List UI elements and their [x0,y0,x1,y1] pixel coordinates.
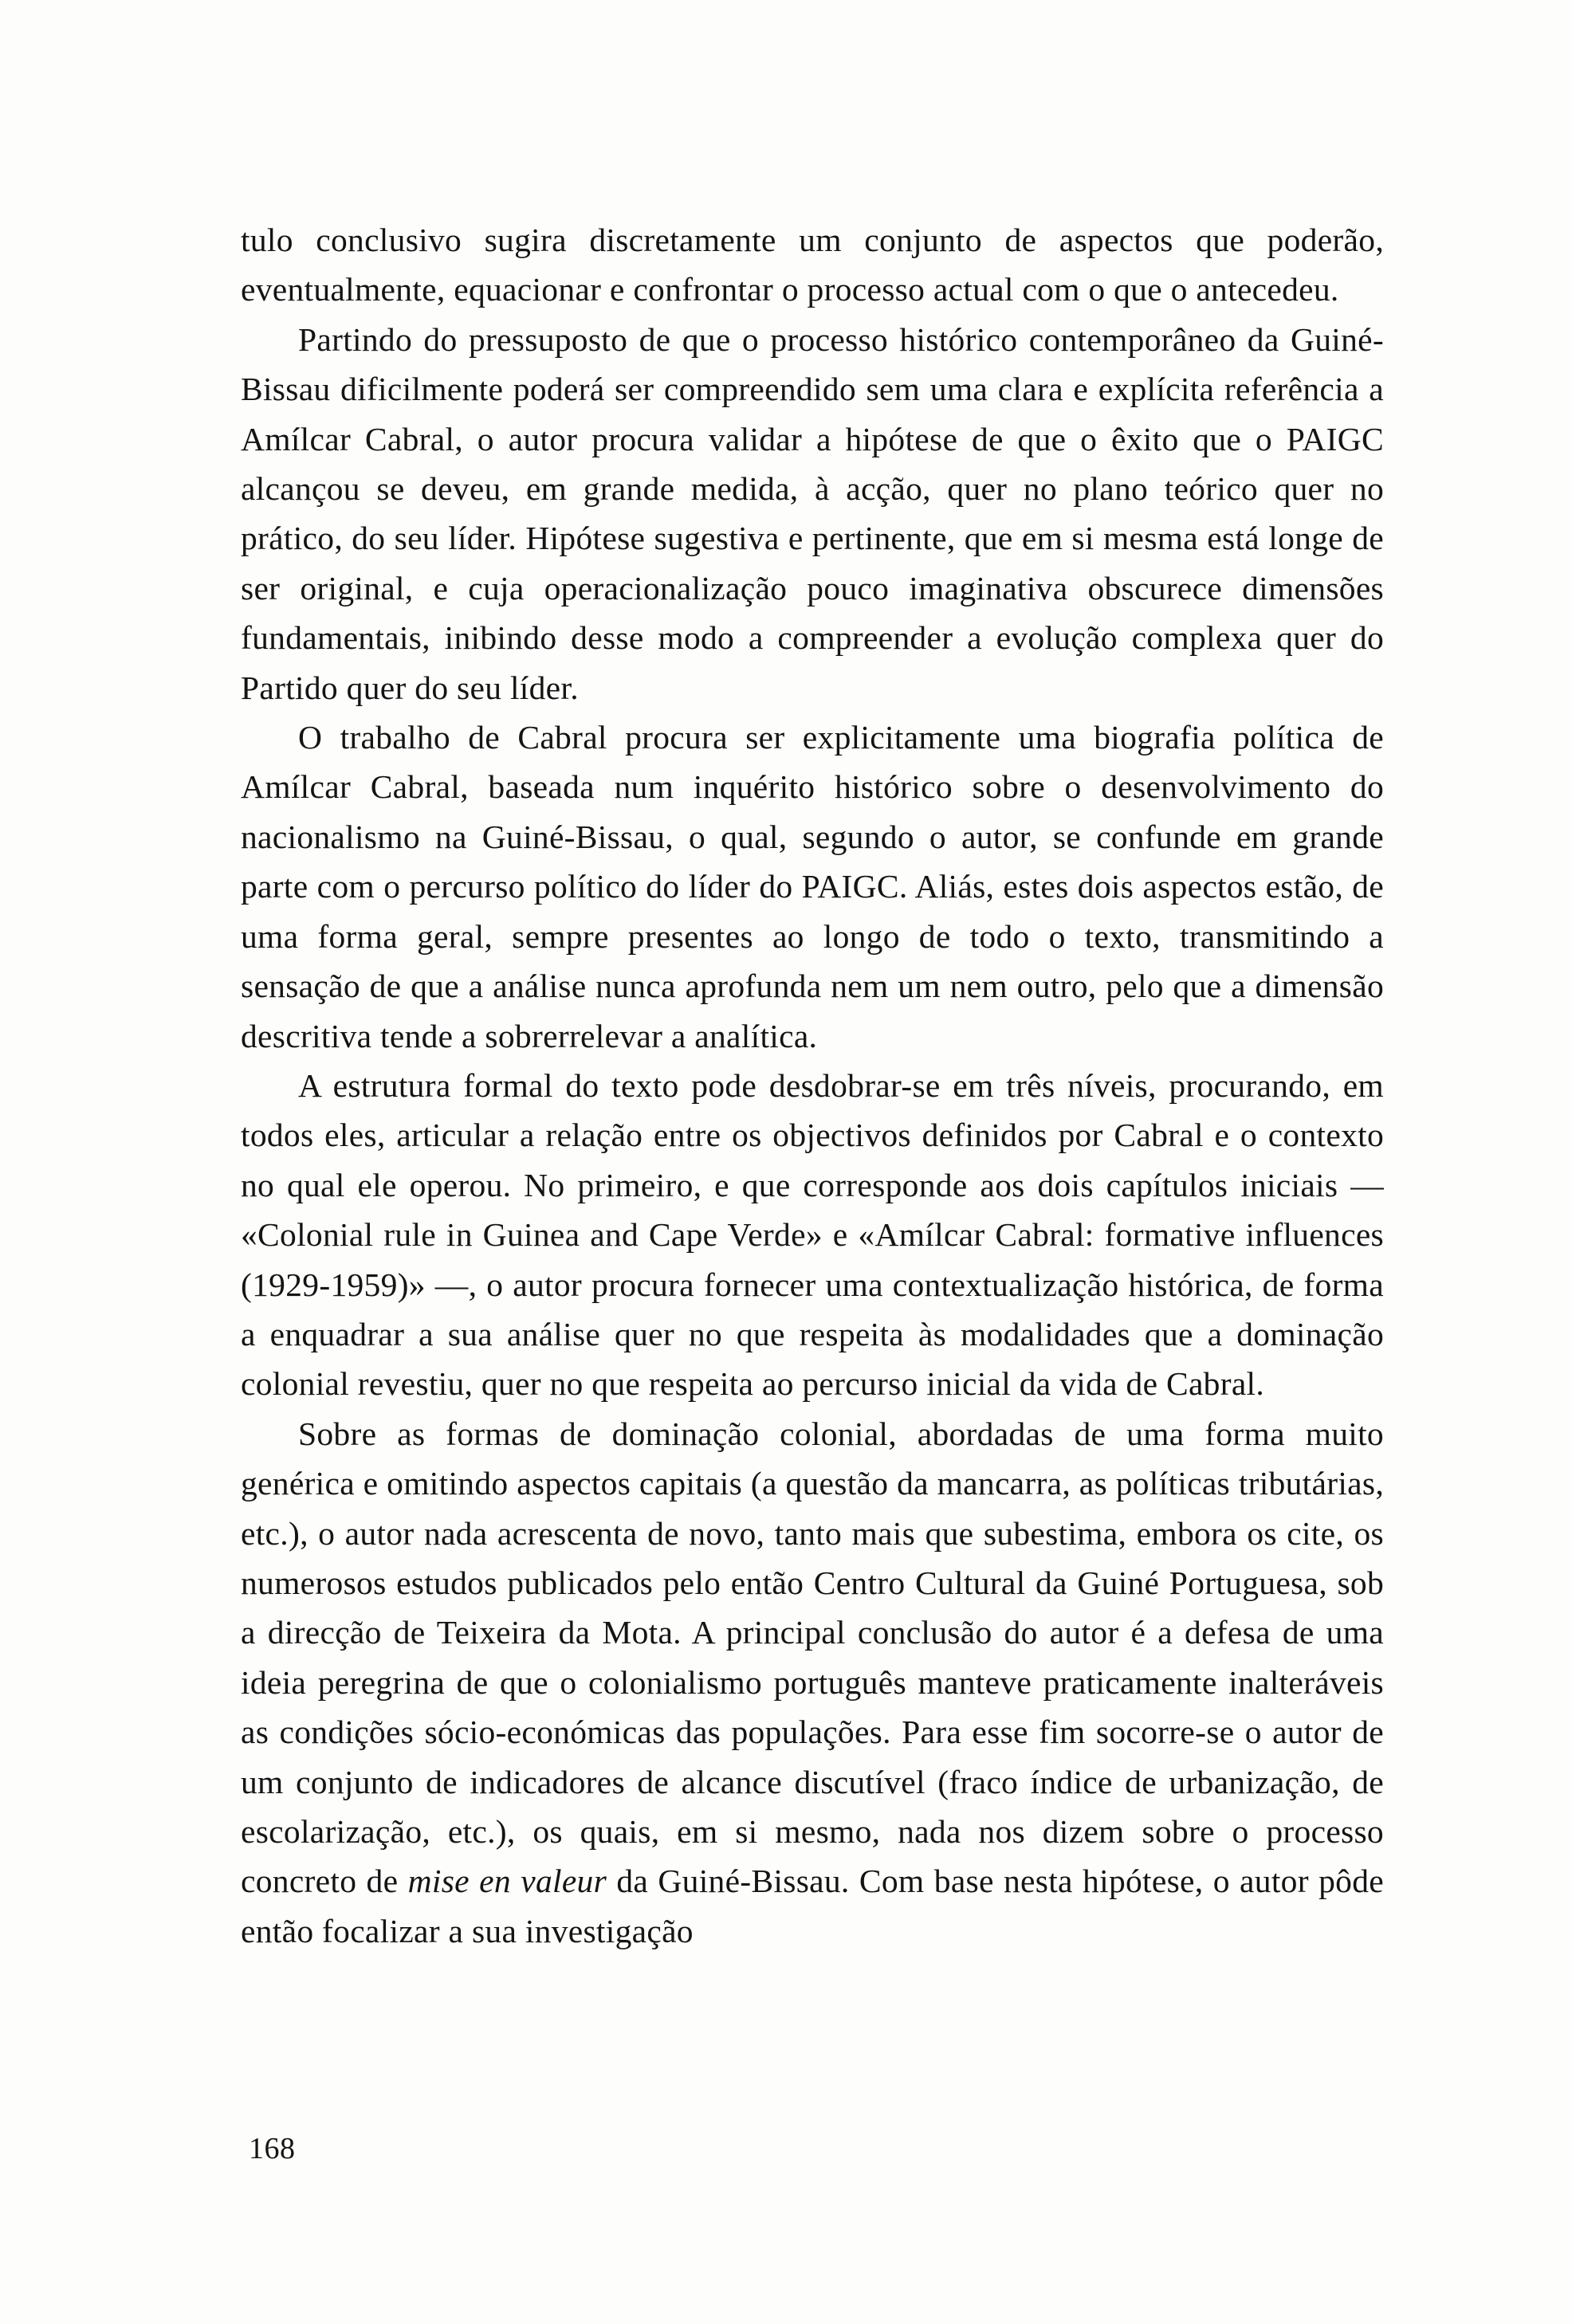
paragraph-2: Partindo do pressuposto de que o processo histórico contemporâneo da Guiné-Bissau dificilmente poderá ser compreendido sem uma clara e explícita referência a Amílcar Cabral, o autor procura validar a hipótese de que o êxito que o PAIGC alcançou se deveu, em grande medida, à acção, quer no plano teórico quer no prático, do seu líder. Hipótese sugestiva e pertinente, que em si mesma está longe de ser original, e cuja operacionalização pouco imaginativa obscurece dimensões fundamentais, inibindo desse modo a compreender a evolução complexa quer do Partido quer do seu líder. [241,320,1384,706]
paragraph-5-text-after: da Guiné-Bissau. Com base nesta hipótese, o autor pôde então focalizar a sua investigação [241,1863,1384,1949]
paragraph-5 [241,1409,1384,1956]
paragraph-1: tulo conclusivo sugira discretamente um conjunto de aspectos que poderão, eventualmente, equacionar e confrontar o processo actual com o que o antecedeu. [241,222,1384,308]
italic-term: mise en valeur [407,1863,607,1900]
paragraph-4: A estrutura formal do texto pode desdobrar-se em três níveis, procurando, em todos eles, articular a relação entre os objectivos definidos por Cabral e o contexto no qual ele operou. No primeiro, e que corresponde aos dois capítulos iniciais — «Colonial rule in Guinea and Cape Verde» e «Amílcar Cabral: formative influences (1929-1959)» —, o autor procura fornecer uma contextualização histórica, de forma a enquadrar a sua análise quer no que respeita às modalidades que a dominação colonial revestiu, quer no que respeita ao percurso inicial da vida de Cabral. [241,1066,1384,1403]
body-text [241,215,1384,1956]
page-number: 168 [249,2132,296,2165]
paragraph-5-text-before: Sobre as formas de dominação colonial, abordadas de uma forma muito genérica e omitindo aspectos capitais (a questão da mancarra, as políticas tributárias, etc.), o autor nada acrescenta de novo, tanto mais que subestima, embora os cite, os numerosos estudos publicados pelo então Centro Cultural da Guiné Portuguesa, sob a direcção de Teixeira da Mota. A principal conclusão do autor é a defesa de uma ideia peregrina de que o colonialismo português manteve praticamente inalteráveis as condições sócio-económicas das populações. Para esse fim socorre-se o autor de um conjunto de indicadores de alcance discutível (fraco índice de urbanização, de escolarização, etc.), os quais, em si mesmo, nada nos dizem sobre o processo concreto de [241,1415,1384,1900]
paragraph-3: O trabalho de Cabral procura ser explicitamente uma biografia política de Amílcar Cabral, baseada num inquérito histórico sobre o desenvolvimento do nacionalismo na Guiné-Bissau, o qual, segundo o autor, se confunde em grande parte com o percurso político do líder do PAIGC. Aliás, estes dois aspectos estão, de uma forma geral, sempre presentes ao longo de todo o texto, transmitindo a sensação de que a análise nunca aprofunda nem um nem outro, pelo que a dimensão descritiva tende a sobrerrelevar a analítica. [241,719,1384,1054]
